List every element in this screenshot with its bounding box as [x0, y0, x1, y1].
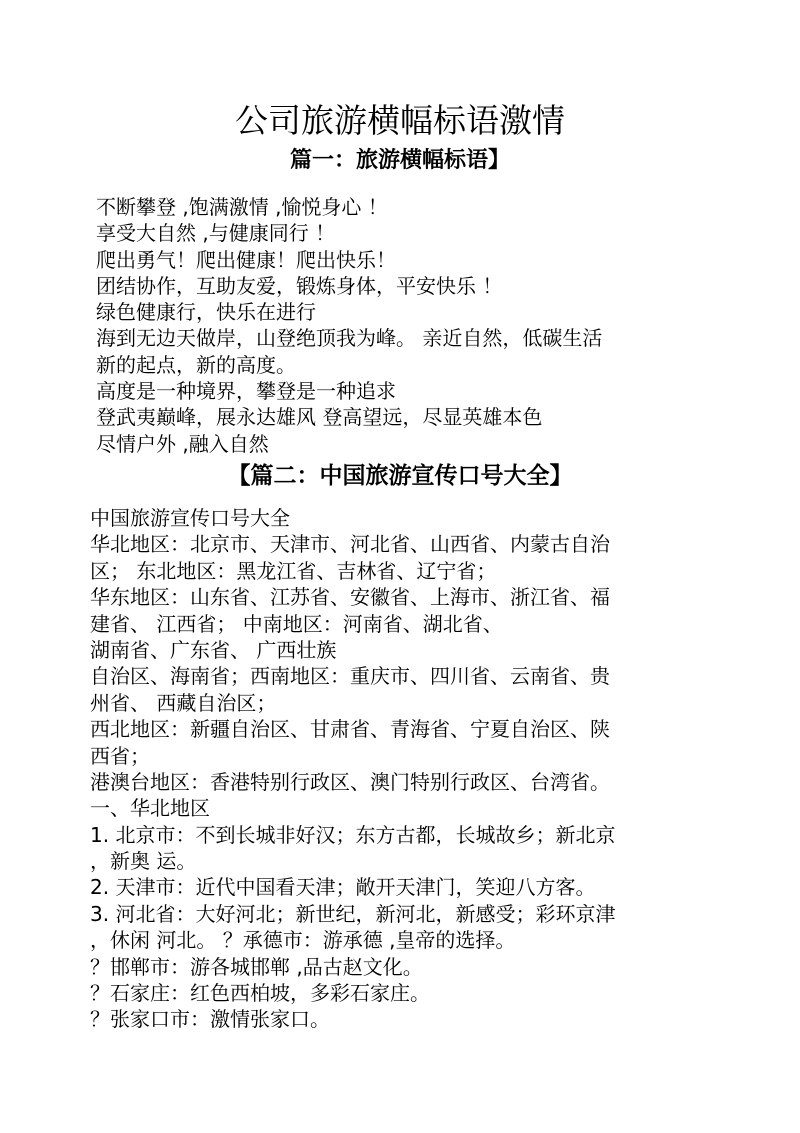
body-line: 西省；	[90, 743, 150, 768]
section2-heading: 【篇二：中国旅游宣传口号大全】	[227, 463, 573, 489]
document-title: 公司旅游横幅标语激情	[235, 101, 565, 140]
body-line: 西北地区：新疆自治区、甘肃省、青海省、宁夏自治区、陕	[90, 717, 610, 742]
slogan-list	[96, 194, 736, 457]
body-line: ，新奥 运。	[90, 849, 197, 874]
region-slogan-list	[90, 505, 710, 1033]
slogan-line: 团结协作，互助友爱，锻炼身体，平安快乐 ！	[96, 273, 503, 298]
slogan-line: 海到无边天做岸，山登绝顶我为峰。 亲近自然，低碳生活	[96, 326, 603, 351]
body-line: 中国旅游宣传口号大全	[90, 506, 290, 530]
slogan-line: 高度是一种境界，攀登是一种追求	[96, 379, 396, 404]
body-line: ，休闲 河北。 ？承德市：游承德 ,皇帝的选择。	[90, 928, 516, 953]
body-line: ？张家口市：激情张家口。	[90, 1007, 330, 1032]
slogan-line: 不断攀登 ,饱满激情 ,愉悦身心 ！	[96, 195, 388, 219]
body-line: 2. 天津市：近代中国看天津；敞开天津门，笑迎八方客。	[90, 875, 596, 900]
slogan-line: 尽情户外 ,融入自然	[96, 431, 269, 456]
slogan-line: 绿色健康行，快乐在进行	[96, 300, 316, 325]
slogan-line: 享受大自然 ,与健康同行 ！	[96, 221, 336, 246]
slogan-line: 登武夷巅峰，展永达雄风 登高望远，尽显英雄本色	[96, 405, 543, 430]
body-line: 州省、 西藏自治区；	[90, 690, 277, 715]
body-line: 建省、 江西省； 中南地区：河南省、湖北省、	[90, 611, 503, 636]
slogan-line: 新的起点，新的高度。	[96, 352, 296, 377]
body-line: 3. 河北省：大好河北；新世纪，新河北，新感受；彩环京津	[90, 901, 616, 926]
body-line: ？邯郸市：游各城邯郸 ,品古赵文化。	[90, 954, 423, 979]
body-line: 华东地区：山东省、江苏省、安徽省、上海市、浙江省、福	[90, 585, 610, 610]
body-line: 华北地区：北京市、天津市、河北省、山西省、内蒙古自治	[90, 532, 610, 557]
body-line: 区； 东北地区：黑龙江省、吉林省、辽宁省；	[90, 558, 497, 583]
body-line: 港澳台地区：香港特别行政区、澳门特别行政区、台湾省。	[90, 769, 610, 794]
slogan-line: 爬出勇气！爬出健康！爬出快乐！	[96, 247, 396, 272]
body-line: ？石家庄：红色西柏坡，多彩石家庄。	[90, 981, 430, 1006]
body-line: 1. 北京市：不到长城非好汉；东方古都，长城故乡；新北京	[90, 822, 616, 847]
section1-heading: 篇一：旅游横幅标语】	[289, 148, 510, 173]
body-line: 自治区、海南省；西南地区：重庆市、四川省、云南省、贵	[90, 664, 610, 689]
body-line: 湖南省、广东省、 广西壮族	[90, 637, 337, 662]
body-line: 一、华北地区	[90, 796, 210, 821]
